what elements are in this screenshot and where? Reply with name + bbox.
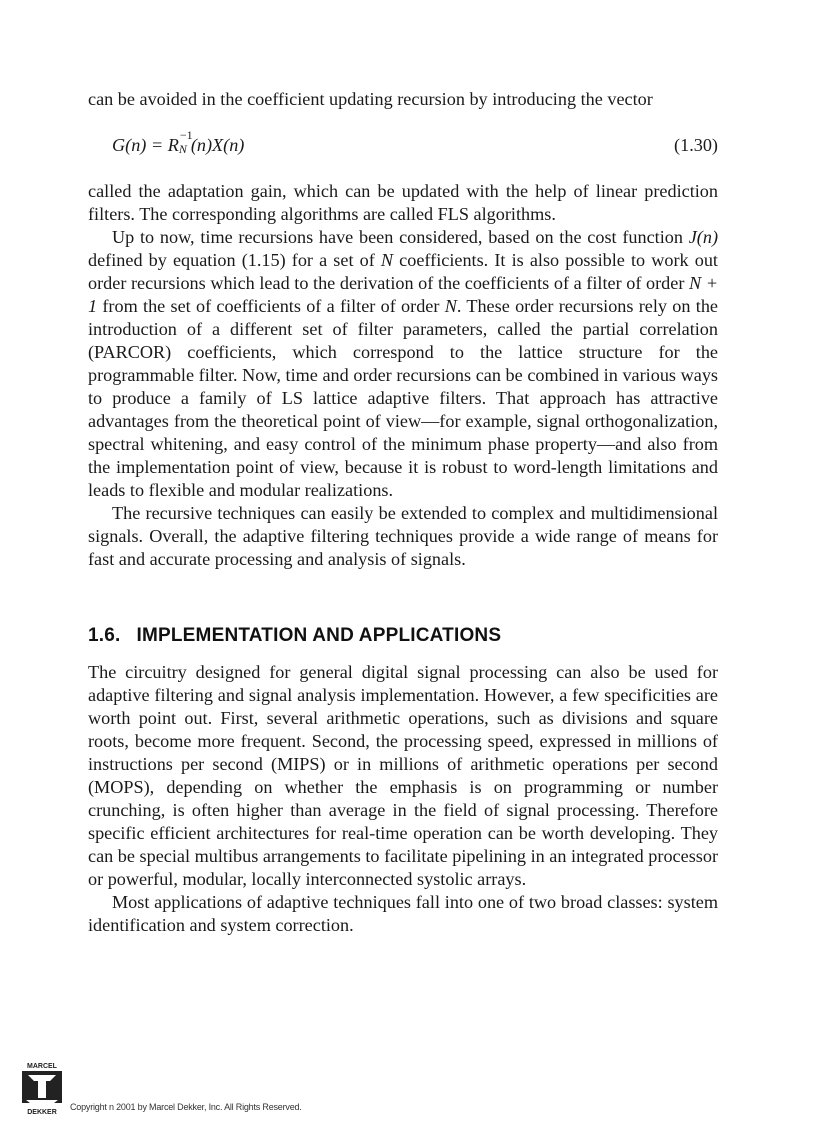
equation-supsub [178,128,193,156]
equation-number: (1.30) [674,135,718,155]
equation-subscript: N [178,142,187,156]
text-segment: defined by equation (1.15) for a set of [88,250,381,270]
equation-superscript: −1 [179,128,193,142]
equation-lhs: G(n) = R [112,135,179,155]
paragraph-order-recursions [88,226,718,502]
text-segment: from the set of coefficients of a filter of order [97,296,445,316]
logo-top-text: MARCEL [27,1063,57,1070]
text-segment: . These order recursions rely on the introduction of a different set of filter parameters, called the partial correlation (PARCOR) coefficients, which correspond to the lattice structure for the programmable filter. Now, time and order recursions can be combined in various ways to produce a family of LS lattice adaptive filters. That approach has attractive advantages from the theoretical point of view—for example, signal orthogonalization, spectral whitening, and easy control of the minimum phase property—and also from the implementation point of view, because it is robust to word-length limitations and leads to flexible and modular realizations. [88,296,718,500]
paragraph-recursive-techniques: The recursive techniques can easily be extended to complex and multidimensional signals. Overall, the adaptive filtering techniques provide a wide range of means for fast and accurate processing and analysis of signals. [88,503,718,569]
equation-expression [112,128,245,157]
paragraph-adaptation-gain: called the adaptation gain, which can be updated with the help of linear prediction filters. The corresponding algorithms are called FLS algorithms. [88,181,718,224]
math-jn: J(n) [688,227,718,247]
page-body [88,88,718,937]
section-heading [88,625,718,647]
math-n: N [444,296,457,316]
footer [18,1060,318,1116]
publisher-logo-icon [18,1060,66,1116]
logo-bottom-text: DEKKER [27,1109,57,1116]
math-n-plus-1: N + 1 [88,273,718,316]
copyright-notice: Copyright n 2001 by Marcel Dekker, Inc. All Rights Reserved. [70,1102,302,1112]
math-n: N [380,250,394,270]
text-segment: Up to now, time recursions have been considered, based on the cost function [112,227,689,247]
paragraph-implementation: The circuitry designed for general digital signal processing can also be used for adaptive filtering and signal analysis implementation. However, a few specificities are worth point out. First, several arithmetic operations, such as divisions and square roots, become more frequent. Second, the processing speed, expressed in millions of instructions per second (MIPS) or in millions of arithmetic operations per second (MOPS), depending on whether the emphasis is on programming or number crunching, is often higher than average in the field of signal processing. Therefore specific efficient architectures for real-time operation can be worth developing. They can be special multibus arrangements to facilitate pipelining in an integrated processor or powerful, modular, locally interconnected systolic arrays. [88,662,718,889]
text-segment: coefficients. It is also possible to work out order recursions which lead to the derivation of the coefficients of a filter of order [88,250,718,293]
equation-1-30 [88,128,718,157]
equation-rhs: (n)X(n) [190,135,245,155]
paragraph-intro: can be avoided in the coefficient updating recursion by introducing the vector [88,89,653,109]
section-title: IMPLEMENTATION AND APPLICATIONS [136,625,502,646]
section-number: 1.6. [88,625,121,646]
paragraph-applications: Most applications of adaptive techniques fall into one of two broad classes: system identification and system correction. [88,892,718,935]
